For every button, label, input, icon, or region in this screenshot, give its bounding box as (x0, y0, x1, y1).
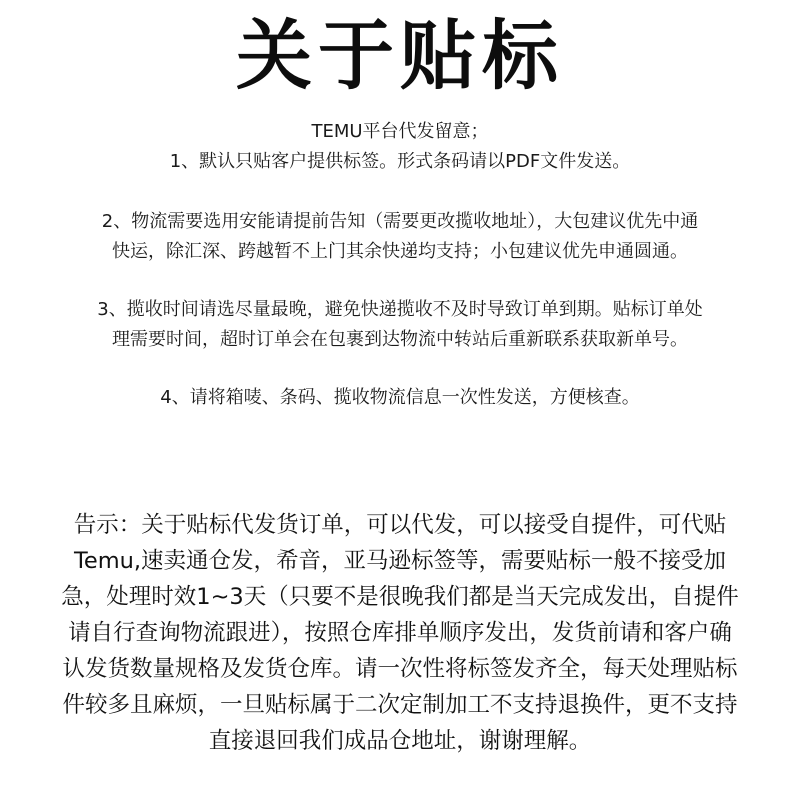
notice-line-1: 告示：关于贴标代发货订单，可以代发，可以接受自提件，可代贴 (73, 512, 727, 538)
notice-line-7: 直接退回我们成品仓地址，谢谢理解。 (208, 728, 592, 754)
notice-line-3: 急，处理时效1~3天（只要不是很晚我们都是当天完成发出，自提件 (61, 584, 739, 610)
note-item-3-line-1: 3、揽收时间请选尽量最晚，避免快递揽收不及时导致订单到期。贴标订单处 (97, 299, 703, 320)
notice-line-4: 请自行查询物流跟进），按照仓库排单顺序发出，发货前请和客户确 (68, 620, 732, 646)
notice-line-6: 件较多且麻烦，一旦贴标属于二次定制加工不支持退换件，更不支持 (62, 692, 738, 718)
notice-paragraph (10, 507, 790, 759)
notes-header (20, 117, 780, 147)
note-item-4 (20, 383, 780, 413)
note-item-1-text: 1、默认只贴客户提供标签。形式条码请以PDF文件发送。 (169, 151, 631, 172)
note-item-4-text: 4、请将箱唛、条码、揽收物流信息一次性发送，方便核查。 (160, 387, 640, 408)
note-item-2-line-2: 快运，除汇深、跨越暂不上门其余快递均支持；小包建议优先申通圆通。 (112, 241, 688, 262)
notice-line-5: 认发货数量规格及发货仓库。请一次性将标签发齐全，每天处理贴标 (62, 656, 738, 682)
note-item-3 (20, 295, 780, 355)
note-item-2-line-1: 2、物流需要选用安能请提前告知（需要更改揽收地址），大包建议优先中通 (101, 211, 699, 232)
note-item-3-line-2: 理需要时间，超时订单会在包裹到达物流中转站后重新联系获取新单号。 (112, 329, 688, 350)
note-item-2 (20, 207, 780, 267)
notice-line-2: Temu,速卖通仓发，希音，亚马逊标签等，需要贴标一般不接受加 (73, 548, 727, 574)
note-item-1 (20, 147, 780, 177)
notes-header-text: TEMU平台代发留意； (311, 121, 489, 142)
page-title: 关于贴标 (236, 11, 564, 100)
